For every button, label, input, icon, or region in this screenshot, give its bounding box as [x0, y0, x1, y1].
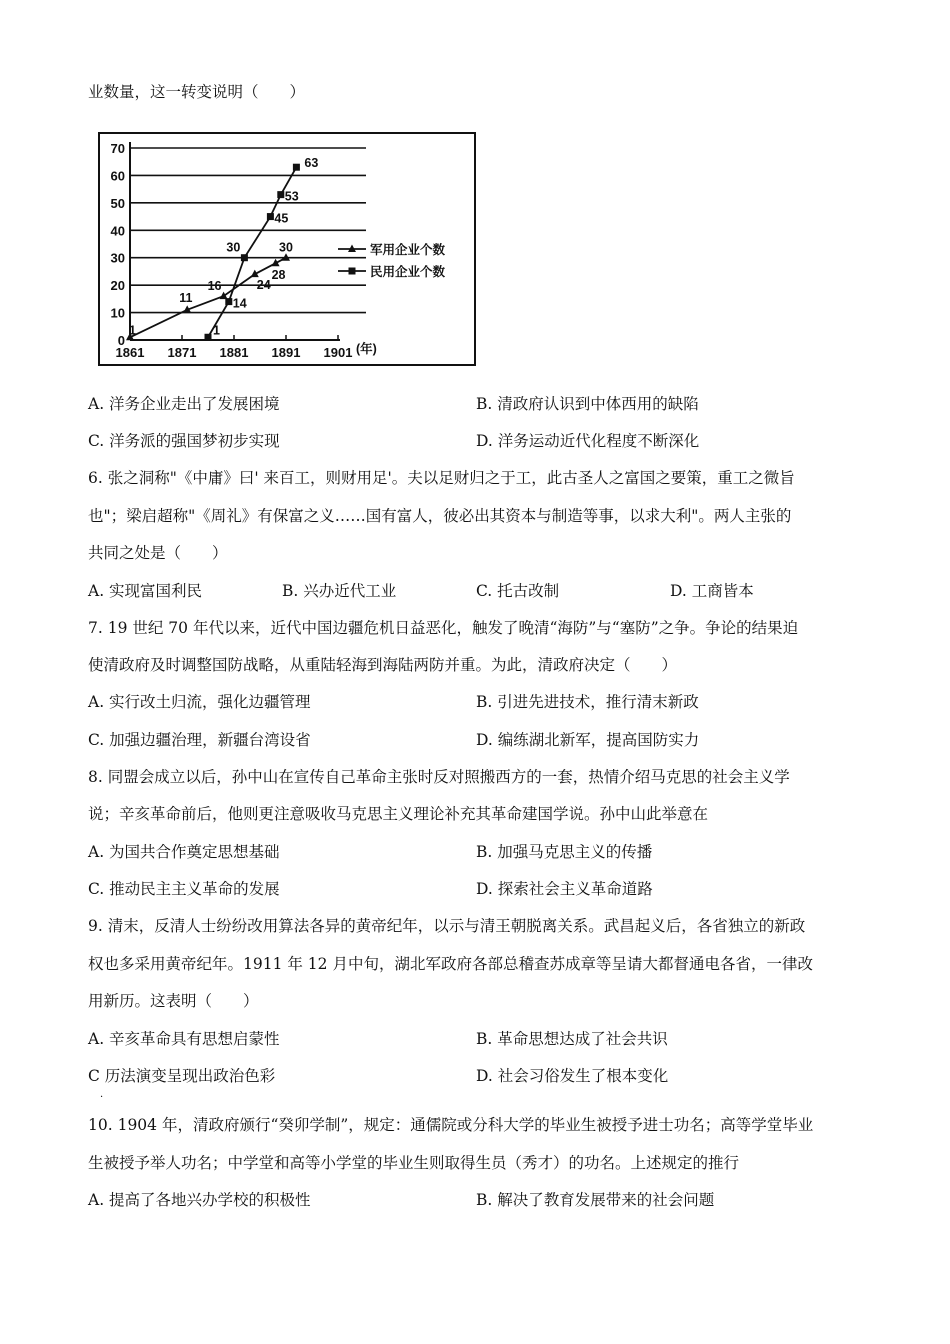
- q7-option-d[interactable]: D. 编练湖北新军，提高国防实力: [476, 731, 700, 749]
- military-data-label-1861: 1: [129, 323, 136, 338]
- q10-stem-line-2: 生被授予举人功名；中学堂和高等小学堂的毕业生则取得生员（秀才）的功名。上述规定的推行: [88, 1154, 740, 1172]
- military-data-label-1879: 16: [207, 279, 222, 294]
- y-tick-label-60: 60: [110, 168, 125, 184]
- q6-option-d[interactable]: D. 工商皆本: [670, 582, 754, 600]
- q7-stem-line-1: 7. 19 世纪 70 年代以来，近代中国边疆危机日益恶化，触发了晚清“海防”与“塞防”之争。争论的结果迫: [88, 619, 799, 637]
- civil-point-1876: [205, 334, 212, 341]
- civil-point-1888: [267, 213, 274, 220]
- civil-data-label-1893: 63: [304, 156, 319, 171]
- y-tick-label-40: 40: [110, 223, 125, 239]
- civil-point-1893: [293, 164, 300, 171]
- q9-stem-line-2: 权也多采用黄帝纪年。1911 年 12 月中旬，湖北军政府各部总稽查苏成章等呈请大都督通电各省，一律改: [88, 955, 813, 973]
- q5-option-d[interactable]: D. 洋务运动近代化程度不断深化: [476, 432, 700, 450]
- q7-option-c[interactable]: C. 加强边疆治理，新疆台湾设省: [88, 731, 311, 749]
- civil-data-label-1890: 53: [284, 189, 299, 204]
- legend-label-0: 军用企业个数: [370, 242, 446, 257]
- military-data-label-1891: 30: [279, 240, 293, 255]
- q6-option-c[interactable]: C. 托古改制: [476, 582, 560, 600]
- q8-option-b[interactable]: B. 加强马克思主义的传播: [476, 843, 653, 861]
- q7-stem-line-2: 使清政府及时调整国防战略，从重陆轻海到海陆两防并重。为此，清政府决定（ ）: [88, 656, 678, 674]
- q6-stem-line-3: 共同之处是（ ）: [88, 544, 228, 562]
- q9-stem-line-1: 9. 清末，反清人士纷纷改用算法各异的黄帝纪年，以示与清王朝脱离关系。武昌起义后，各省独立的新政: [88, 917, 806, 935]
- q6-stem-line-1: 6. 张之洞称"《中庸》曰' 来百工，则财用足'。夫以足财归之于工，此古圣人之富国之要策，重工之微旨: [88, 469, 795, 487]
- q6-option-b[interactable]: B. 兴办近代工业: [282, 582, 397, 600]
- y-tick-label-30: 30: [110, 250, 125, 266]
- q8-option-d[interactable]: D. 探索社会主义革命道路: [476, 880, 653, 898]
- y-tick-label-70: 70: [110, 141, 125, 156]
- chart-grid: [130, 148, 366, 313]
- stray-dot-mark: ·: [100, 1092, 104, 1103]
- q8-stem-line-2: 说；辛亥革命前后，他则更注意吸收马克思主义理论补充其革命建国学说。孙中山此举意在: [88, 805, 709, 823]
- x-tick-label-1861: 1861: [115, 345, 145, 360]
- x-tick-label-1891: 1891: [271, 345, 301, 360]
- y-tick-label-10: 10: [110, 305, 125, 321]
- civil-point-1883: [241, 254, 248, 261]
- x-tick-label-1871: 1871: [167, 345, 197, 360]
- q9-option-b[interactable]: B. 革命思想达成了社会共识: [476, 1030, 668, 1048]
- civil-data-label-1888: 45: [274, 211, 289, 226]
- q10-stem-line-1: 10. 1904 年，清政府颁行“癸卯学制”，规定：通儒院或分科大学的毕业生被授予进士功名；高等学堂毕业: [88, 1116, 814, 1134]
- military-data-label-1885: 24: [256, 278, 271, 293]
- q7-option-b[interactable]: B. 引进先进技术，推行清末新政: [476, 693, 699, 711]
- q9-option-d[interactable]: D. 社会习俗发生了根本变化: [476, 1067, 669, 1085]
- civil-data-label-1880: 14: [232, 296, 247, 311]
- q9-option-a[interactable]: A. 辛亥革命具有思想启蒙性: [88, 1030, 280, 1048]
- chart-legend: [338, 242, 446, 279]
- q5-option-c[interactable]: C. 洋务派的强国梦初步实现: [88, 432, 280, 450]
- q8-option-c[interactable]: C. 推动民主主义革命的发展: [88, 880, 280, 898]
- civil-point-1880: [225, 298, 232, 305]
- q5-option-b[interactable]: B. 清政府认识到中体西用的缺陷: [476, 395, 699, 413]
- legend-square-marker: [349, 268, 356, 275]
- q5-stem-tail: 业数量，这一转变说明（ ）: [88, 83, 306, 101]
- q9-stem-line-3: 用新历。这表明（ ）: [88, 992, 259, 1010]
- series-line-military: [130, 258, 286, 338]
- q8-stem-line-1: 8. 同盟会成立以后，孙中山在宣传自己革命主张时反对照搬西方的一套，热情介绍马克思的社会主义学: [88, 768, 790, 786]
- q10-option-a[interactable]: A. 提高了各地兴办学校的积极性: [88, 1191, 311, 1209]
- q6-stem-line-2: 也"；梁启超称"《周礼》有保富之义……国有富人，彼必出其资本与制造等事，以求大利"。两人主张的: [88, 507, 792, 525]
- civil-point-1890: [277, 191, 284, 198]
- civil-data-label-1883: 30: [226, 240, 241, 255]
- y-tick-label-0: 0: [117, 333, 125, 348]
- x-axis-unit-label: (年): [356, 342, 377, 356]
- q10-option-b[interactable]: B. 解决了教育发展带来的社会问题: [476, 1191, 715, 1209]
- enterprise-count-line-chart: [98, 132, 476, 366]
- q9-option-c[interactable]: C 历法演变呈现出政治色彩: [88, 1067, 276, 1085]
- military-data-label-1889: 28: [271, 268, 286, 283]
- q5-option-a[interactable]: A. 洋务企业走出了发展困境: [88, 395, 280, 413]
- y-tick-label-50: 50: [110, 195, 125, 211]
- civil-data-label-1876: 1: [213, 323, 220, 338]
- q8-option-a[interactable]: A. 为国共合作奠定思想基础: [88, 843, 280, 861]
- x-tick-label-1901: 1901: [323, 345, 353, 360]
- y-tick-label-20: 20: [110, 278, 125, 294]
- legend-label-1: 民用企业个数: [370, 264, 446, 279]
- military-data-label-1872: 11: [179, 290, 193, 305]
- x-tick-label-1881: 1881: [219, 345, 249, 360]
- q6-option-a[interactable]: A. 实现富国利民: [88, 582, 203, 600]
- q7-option-a[interactable]: A. 实行改土归流，强化边疆管理: [88, 693, 311, 711]
